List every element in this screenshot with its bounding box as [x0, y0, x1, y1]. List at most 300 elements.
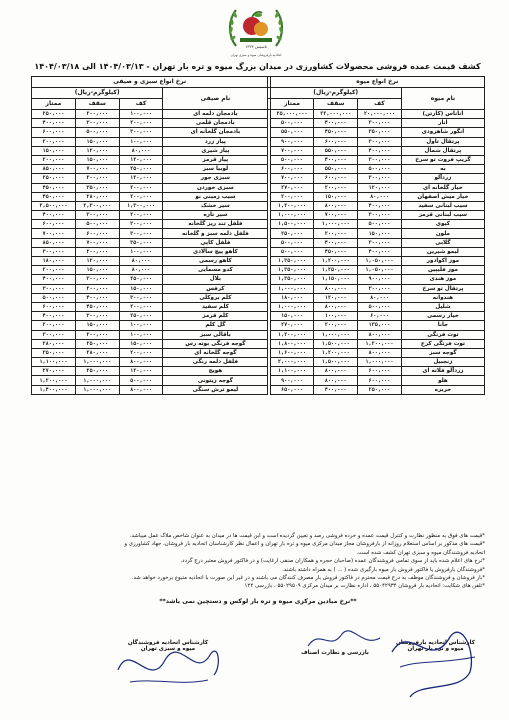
table-row [32, 367, 485, 376]
fruit-name-cell: شلیل [401, 302, 484, 311]
veg-premium-cell: ۲۸۰,۰۰۰ [32, 339, 76, 348]
fruit-min-cell: ۲۵۰,۰۰۰ [358, 385, 402, 394]
fruit-max-cell: ۸۰۰,۰۰۰ [314, 376, 358, 385]
signature-right-line2: میوه و تره بار تهران [407, 646, 464, 652]
fruit-premium-cell: ۲۵,۰۰۰,۰۰۰ [270, 110, 314, 119]
veg-min-cell: ۸۰,۰۰۰ [119, 146, 163, 155]
veg-name-cell: کرفس [163, 284, 268, 293]
veg-name-cell: کلم سفید [163, 302, 268, 311]
fruit-premium-cell: ۵۰۰,۰۰۰ [270, 238, 314, 247]
table-row [32, 146, 485, 155]
fruit-name-cell: سیب لبنانی سفید [401, 201, 484, 210]
veg-section-title: نرخ انواع سبزی و صیفی [32, 77, 268, 88]
veg-premium-cell: ۲۰۰,۰۰۰ [32, 137, 76, 146]
veg-name-cell: کاهو رسمی [163, 257, 268, 266]
fruit-min-cell: ۶۰,۰۰۰ [358, 312, 402, 321]
veg-max-cell: ۳۰۰,۰۰۰ [75, 275, 119, 284]
fruit-name-cell: زردآلو فلاته ای [401, 367, 484, 376]
veg-min-cell: ۸۰۰,۰۰۰ [119, 385, 163, 394]
fruit-section-title: نرخ انواع میوه [270, 77, 484, 88]
veg-max-cell: ۱,۰۰۰,۰۰۰ [75, 376, 119, 385]
veg-name-cell: بادمجان گلخانه ای [163, 128, 268, 137]
fruit-premium-cell: ۲۰۰,۰۰۰ [270, 192, 314, 201]
fruit-min-cell: ۵۰۰,۰۰۰ [358, 165, 402, 174]
fruit-max-cell: ۱,۰۰۰,۰۰۰ [314, 220, 358, 229]
veg-premium-cell: ۱۸۰,۰۰۰ [32, 257, 76, 266]
veg-name-cell: کلم قرمز [163, 312, 268, 321]
veg-name-cell: باقالی سبز [163, 330, 268, 339]
table-row [32, 275, 485, 284]
veg-premium-cell: ۴۰۰,۰۰۰ [32, 312, 76, 321]
table-row [32, 302, 485, 311]
fruit-col-max: سقف [314, 99, 358, 110]
fruit-name-cell: خیار گلخانه ای [401, 183, 484, 192]
fruit-min-cell: ۶۰۰,۰۰۰ [358, 376, 402, 385]
fruit-name-cell: جانا [401, 321, 484, 330]
fruit-min-cell: ۳۰۰,۰۰۰ [358, 284, 402, 293]
veg-max-cell: ۵۰۰,۰۰۰ [75, 220, 119, 229]
fruit-name-cell: توت فرنگی [401, 330, 484, 339]
fruit-max-cell: ۸۰۰,۰۰۰ [314, 201, 358, 210]
fruit-min-cell: ۵۰۰,۰۰۰ [358, 220, 402, 229]
note-line: *نرخ های اعلام شده باید از سوی تمامی فروشندگان عمده (صاحبان حجره و همکاران صنفی ارغایت) و در فاکتور فروش معتبر درج گردد. [180, 558, 485, 565]
veg-premium-cell: ۲۵۰,۰۰۰ [32, 174, 76, 183]
fruit-max-cell: ۱۲۰,۰۰۰ [314, 293, 358, 302]
fruit-premium-cell: ۲,۰۰۰,۰۰۰ [270, 358, 314, 367]
fruit-max-cell: ۵۵۰,۰۰۰ [314, 165, 358, 174]
veg-premium-cell: ۸۵۰,۰۰۰ [32, 165, 76, 174]
fruit-max-cell: ۱,۰۰۰,۰۰۰ [314, 330, 358, 339]
fruit-min-cell: ۵۰۰,۰۰۰ [358, 302, 402, 311]
fruit-premium-cell: ۱,۰۰۰,۰۰۰ [270, 284, 314, 293]
veg-name-cell: سیر خشک [163, 201, 268, 210]
signature-left-line1: کارشناس اتحادیه فروشندگان [127, 640, 209, 646]
veg-min-cell: ۱۲۰,۰۰۰ [119, 174, 163, 183]
fruit-min-cell: ۴۰۰,۰۰۰ [358, 146, 402, 155]
veg-max-cell: ۲۰۰,۰۰۰ [75, 110, 119, 119]
table-row [32, 119, 485, 128]
veg-max-cell: ۳۵۰,۰۰۰ [75, 183, 119, 192]
fruit-name-cell: پرتقال تاول [401, 137, 484, 146]
veg-min-cell: ۲۵۰,۰۰۰ [119, 312, 163, 321]
veg-premium-cell: ۶۰۰,۰۰۰ [32, 302, 76, 311]
note-line: *فروشندگان بارفروش یا فاکتور فروش بار میوه بارگیری شده ( ... ) به همراه داشته باشند. [282, 566, 485, 573]
veg-name-cell: سیر تازه [163, 211, 268, 220]
veg-min-cell: ۱۰۰,۰۰۰ [119, 247, 163, 256]
fruit-max-cell: ۶۰۰,۰۰۰ [314, 137, 358, 146]
veg-premium-cell: ۲۷۰,۰۰۰ [32, 367, 76, 376]
veg-min-cell: ۲۰۰,۰۰۰ [119, 348, 163, 357]
fruit-name-cell: زنجبیل [401, 358, 484, 367]
fruit-max-cell: ۱,۲۰۰,۰۰۰ [314, 348, 358, 357]
fruit-name-cell: گلابی [401, 238, 484, 247]
veg-col-min: کف [119, 99, 163, 110]
veg-premium-cell: ۳۰۰,۰۰۰ [32, 330, 76, 339]
fruit-col-premium: ممتاز [270, 99, 314, 110]
veg-max-cell: ۶۰۰,۰۰۰ [75, 229, 119, 238]
fruit-name-cell: گریپ فروت تو سرخ [401, 155, 484, 164]
veg-min-cell: ۵۰۰,۰۰۰ [119, 376, 163, 385]
fruit-premium-cell: ۷۰۰,۰۰۰ [270, 146, 314, 155]
price-table-body [32, 110, 485, 395]
fruit-max-cell: ۴۵۰,۰۰۰ [314, 247, 358, 256]
note-line: اتحادیه فروشندگان میوه و سبزی تهران کشف شده است. [356, 549, 485, 556]
fruit-premium-cell: ۲۵۰,۰۰۰ [270, 229, 314, 238]
veg-name-cell: بلال [163, 275, 268, 284]
veg-premium-cell: ۳۰۰,۰۰۰ [32, 247, 76, 256]
logo-year-text: تاسیس ۱۳۳۴ [245, 44, 267, 49]
veg-name-cell: سبزی جور [163, 174, 268, 183]
veg-max-cell: ۲۵۰,۰۰۰ [75, 367, 119, 376]
veg-min-cell: ۳۰۰,۰۰۰ [119, 220, 163, 229]
note-line: *تلفن های شکایت: اتحادیه بار فروشان ۵۵۰۴۲۹۳۴ ، اداره نظارت بر میدان مرکزی ۵۵۰۲۹۵۰۹ ، بازرسی ۱۲۴ [244, 583, 485, 590]
veg-min-cell: ۱۵۰,۰۰۰ [119, 284, 163, 293]
table-row [32, 137, 485, 146]
fruit-min-cell: ۱,۰۵۰,۰۰۰ [358, 266, 402, 275]
veg-min-cell: ۱۲۰,۰۰۰ [119, 367, 163, 376]
fruit-min-cell: ۱۵۰,۰۰۰ [358, 229, 402, 238]
veg-max-cell: ۴۵۰,۰۰۰ [75, 302, 119, 311]
fruit-max-cell: ۱۰۰,۰۰۰ [314, 312, 358, 321]
veg-premium-cell: ۵۰۰,۰۰۰ [32, 293, 76, 302]
fruit-name-cell: موز هندی [401, 275, 484, 284]
fruit-premium-cell: ۶۵۰,۰۰۰ [270, 385, 314, 394]
fruit-col-min: کف [358, 99, 402, 110]
logo-emblem-icon [222, 2, 290, 60]
note-line: *بار فروشان و فروشندگان موظف به درج قیمت محترم در فاکتور فروش بار مصرف کنندگان می باشند و در غیر این صورت با اتحادیه متبوع برخورد خواهد شد. [131, 575, 485, 582]
veg-premium-cell: ۳۵۰,۰۰۰ [32, 348, 76, 357]
veg-name-cell: پیاز قرمز [163, 155, 268, 164]
page-title: کشف قیمت عمده فروشی محصولات کشاورزی در میدان بزرگ میوه و تره بار تهران - ۱۴۰۴/۰۳/۱۳ الی ۱۴۰۴/۰۳/۱۸ [34, 62, 481, 71]
fruit-name-cell: کیوی [401, 220, 484, 229]
fruit-max-cell: ۲۰۰,۰۰۰ [314, 183, 358, 192]
fruit-name-cell: خربزه [401, 385, 484, 394]
handwritten-signature-right [380, 612, 490, 712]
veg-max-cell: ۵۰۰,۰۰۰ [75, 128, 119, 137]
fruit-min-cell: ۸۰,۰۰۰ [358, 192, 402, 201]
fruit-max-cell: ۴۰۰,۰۰۰ [314, 238, 358, 247]
fruit-premium-cell: ۱,۲۰۰,۰۰۰ [270, 201, 314, 210]
veg-name-cell: لیمو ترش سنگی [163, 385, 268, 394]
veg-premium-cell: ۶۰۰,۰۰۰ [32, 128, 76, 137]
table-row [32, 257, 485, 266]
organization-logo [222, 2, 290, 60]
veg-max-cell: ۳۰۰,۰۰۰ [75, 211, 119, 220]
veg-max-cell: ۲۰۰,۰۰۰ [75, 284, 119, 293]
fruit-name-cell: لیمو شیرین [401, 247, 484, 256]
veg-premium-cell: ۲۰۰,۰۰۰ [32, 321, 76, 330]
veg-min-cell: ۱۰۰,۰۰۰ [119, 137, 163, 146]
fruit-min-cell: ۱,۰۰۰,۰۰۰ [358, 358, 402, 367]
fruit-min-cell: ۸۰۰,۰۰۰ [358, 330, 402, 339]
fruit-premium-cell: ۵۵۰,۰۰۰ [270, 128, 314, 137]
notes-section [31, 532, 485, 591]
veg-min-cell: ۱۰۰,۰۰۰ [119, 110, 163, 119]
fruit-premium-cell: ۱,۸۰۰,۰۰۰ [270, 339, 314, 348]
veg-name-cell: هویج [163, 367, 268, 376]
table-row [32, 165, 485, 174]
fruit-premium-cell: ۷۰۰,۰۰۰ [270, 174, 314, 183]
fruit-max-cell: ۴۰۰,۰۰۰ [314, 119, 358, 128]
veg-max-cell: ۳۰۰,۰۰۰ [75, 312, 119, 321]
veg-max-cell: ۲۸۰,۰۰۰ [75, 192, 119, 201]
veg-name-cell: فلفل کاپی [163, 238, 268, 247]
fruit-name-cell: انگور شاهرودی [401, 128, 484, 137]
fruit-max-cell: ۴۰۰,۰۰۰ [314, 385, 358, 394]
fruit-premium-cell: ۱,۶۰۰,۰۰۰ [270, 348, 314, 357]
table-row [32, 247, 485, 256]
fruit-max-cell: ۸۰۰,۰۰۰ [314, 284, 358, 293]
table-row [32, 128, 485, 137]
veg-min-cell: ۲۰۰,۰۰۰ [119, 302, 163, 311]
handwritten-signature-middle [300, 618, 390, 658]
fruit-max-cell: ۲۰۰,۰۰۰ [314, 321, 358, 330]
veg-name-cell: پیاز زرد [163, 137, 268, 146]
veg-min-cell: ۱,۳۰۰,۰۰۰ [119, 201, 163, 210]
fruit-name-cell: خیار میش اصفهان [401, 192, 484, 201]
veg-min-cell: ۸۰,۰۰۰ [119, 257, 163, 266]
veg-min-cell: ۲۰۰,۰۰۰ [119, 119, 163, 128]
fruit-min-cell: ۳۰۰,۰۰۰ [358, 238, 402, 247]
veg-min-cell: ۳۰۰,۰۰۰ [119, 293, 163, 302]
veg-premium-cell: ۴۰۰,۰۰۰ [32, 119, 76, 128]
fruit-max-cell: ۱,۲۰۰,۰۰۰ [314, 257, 358, 266]
fruit-max-cell: ۸۰۰,۰۰۰ [314, 302, 358, 311]
fruit-max-cell: ۸۰۰,۰۰۰ [314, 367, 358, 376]
veg-max-cell: ۳۰۰,۰۰۰ [75, 119, 119, 128]
fruit-min-cell: ۳۰۰,۰۰۰ [358, 211, 402, 220]
veg-min-cell: ۲۰۰,۰۰۰ [119, 192, 163, 201]
veg-max-cell: ۷۰۰,۰۰۰ [75, 165, 119, 174]
fruit-premium-cell: ۱,۱۰۰,۰۰۰ [270, 367, 314, 376]
fruit-name-header: نام میوه [401, 88, 484, 110]
fruit-name-cell: موز فلیپین [401, 266, 484, 275]
veg-max-cell: ۱,۰۰۰,۰۰۰ [75, 358, 119, 367]
veg-max-cell: ۲,۳۰۰,۰۰۰ [75, 201, 119, 210]
fruit-name-cell: هندوانه [401, 293, 484, 302]
signature-left-line2: میوه و سبزی تهران [140, 646, 196, 652]
fruit-min-cell: ۸۰,۰۰۰ [358, 293, 402, 302]
veg-premium-cell: ۷۰۰,۰۰۰ [32, 229, 76, 238]
veg-name-cell: گوجه گلخانه ای [163, 348, 268, 357]
veg-min-cell: ۲۰۰,۰۰۰ [119, 183, 163, 192]
veg-min-cell: ۲۵۰,۰۰۰ [119, 165, 163, 174]
veg-name-cell: فلفل دلمه سبز و گلخانه [163, 229, 268, 238]
veg-premium-cell: ۲۰۰,۰۰۰ [32, 155, 76, 164]
veg-max-cell: ۲۵۰,۰۰۰ [75, 339, 119, 348]
fruit-premium-cell: ۱,۲۰۰,۰۰۰ [270, 330, 314, 339]
fruit-max-cell: ۱,۲۵۰,۰۰۰ [314, 266, 358, 275]
veg-col-max: سقف [75, 99, 119, 110]
handwritten-signature-left [110, 620, 230, 700]
fruit-min-cell: ۳۵۰,۰۰۰ [358, 128, 402, 137]
fruit-min-cell: ۱۲۰,۰۰۰ [358, 183, 402, 192]
fruit-min-cell: ۳۰۰,۰۰۰ [358, 137, 402, 146]
veg-min-cell: ۸۰۰,۰۰۰ [119, 358, 163, 367]
veg-name-cell: پیاز شیری [163, 146, 268, 155]
fruit-premium-cell: ۵۰۰,۰۰۰ [270, 247, 314, 256]
table-row [32, 321, 485, 330]
table-row [32, 376, 485, 385]
fruit-premium-cell: ۱۵۰,۰۰۰ [270, 312, 314, 321]
table-row [32, 266, 485, 275]
fruit-premium-cell: ۱,۳۵۰,۰۰۰ [270, 266, 314, 275]
table-row [32, 284, 485, 293]
fruit-max-cell: ۴۵۰,۰۰۰ [314, 128, 358, 137]
fruit-premium-cell: ۶۰۰,۰۰۰ [270, 165, 314, 174]
table-row [32, 312, 485, 321]
veg-max-cell: ۱۲۰,۰۰۰ [75, 146, 119, 155]
footer-disclaimer: **نرخ میادین مرکزی میوه و تره بار لوکس و دستچین نمی باشد** [159, 598, 357, 605]
veg-unit-label: (کیلوگرم-ریال) [32, 88, 163, 99]
veg-max-cell: ۱۵۰,۰۰۰ [75, 266, 119, 275]
veg-premium-cell: ۱,۴۰۰,۰۰۰ [32, 385, 76, 394]
fruit-premium-cell: ۹۰۰,۰۰۰ [270, 137, 314, 146]
note-line: *قیمت های فوق به منظور نظارت و کنترل قیمت عمده و خرده فروشی رصد و تعیین گردیده است و این قیمت ها در میدان به عنوان شاخص ملاک عمل میباشد. [129, 533, 485, 539]
fruit-max-cell: ۱,۱۵۰,۰۰۰ [314, 275, 358, 284]
veg-name-cell: گل کلم [163, 321, 268, 330]
fruit-unit-label: (کیلوگرم-ریال) [270, 88, 401, 99]
table-row [32, 192, 485, 201]
veg-premium-cell: ۴۵۰,۰۰۰ [32, 192, 76, 201]
fruit-premium-cell: ۱,۰۰۰,۰۰۰ [270, 211, 314, 220]
veg-max-cell: ۱۲۰,۰۰۰ [75, 257, 119, 266]
table-row [32, 155, 485, 164]
fruit-name-cell: سیب لبنانی قرمز [401, 211, 484, 220]
table-row [32, 183, 485, 192]
fruit-min-cell: ۴۰۰,۰۰۰ [358, 201, 402, 210]
fruit-name-cell: زردآلو [401, 174, 484, 183]
table-row [32, 220, 485, 229]
logo-org-text: اتحادیه بارفروشان میوه و سبزی تهران [230, 53, 282, 57]
fruit-premium-cell: ۱,۰۰۰,۰۰۰ [270, 302, 314, 311]
fruit-name-cell: توت فرنگی کرج [401, 339, 484, 348]
table-row [32, 358, 485, 367]
veg-name-cell: گوجه فرنگی بوته رس [163, 339, 268, 348]
veg-name-cell: سیب زمینی نو [163, 192, 268, 201]
veg-premium-cell: ۸۵۰,۰۰۰ [32, 238, 76, 247]
veg-premium-cell: ۳۰۰,۰۰۰ [32, 284, 76, 293]
price-table [31, 76, 485, 395]
fruit-min-cell: ۳۰۰,۰۰۰ [358, 155, 402, 164]
veg-name-cell: کلم بروکلی [163, 293, 268, 302]
fruit-premium-cell: ۱,۳۵۰,۰۰۰ [270, 257, 314, 266]
fruit-premium-cell: ۲۷۰,۰۰۰ [270, 183, 314, 192]
fruit-max-cell: ۱,۵۰۰,۰۰۰ [314, 358, 358, 367]
fruit-min-cell: ۱۳۵,۰۰۰ [358, 321, 402, 330]
fruit-premium-cell: ۱۸۰,۰۰۰ [270, 293, 314, 302]
fruit-name-cell: ملون [401, 229, 484, 238]
fruit-max-cell: ۲۰۰,۰۰۰ [314, 229, 358, 238]
veg-premium-cell: ۱,۱۰۰,۰۰۰ [32, 358, 76, 367]
veg-max-cell: ۲۸۰,۰۰۰ [75, 348, 119, 357]
veg-name-cell: فلفل تند ریز گلخانه [163, 220, 268, 229]
veg-premium-cell: ۲۰۰,۰۰۰ [32, 266, 76, 275]
veg-min-cell: ۳۰۰,۰۰۰ [119, 128, 163, 137]
veg-name-cell: فلفل دلمه رنگی [163, 358, 268, 367]
fruit-max-cell: ۵۵۰,۰۰۰ [314, 146, 358, 155]
fruit-min-cell: ۳۰۰,۰۰۰ [358, 174, 402, 183]
veg-premium-cell: ۴۰۰,۰۰۰ [32, 211, 76, 220]
veg-max-cell: ۲۰۰,۰۰۰ [75, 174, 119, 183]
veg-max-cell: ۴۰۰,۰۰۰ [75, 293, 119, 302]
fruit-min-cell: ۱,۰۵۰,۰۰۰ [358, 257, 402, 266]
veg-name-cell: کاهو پیچ سالادی [163, 247, 268, 256]
table-section-header-row [32, 77, 485, 88]
fruit-max-cell: ۲۲,۰۰۰,۰۰۰ [314, 110, 358, 119]
fruit-name-cell: پرتقال تو سرخ [401, 284, 484, 293]
table-row [32, 201, 485, 210]
veg-premium-cell: ۶۰۰,۰۰۰ [32, 220, 76, 229]
veg-premium-cell: ۲۵۰,۰۰۰ [32, 110, 76, 119]
veg-col-premium: ممتاز [32, 99, 76, 110]
fruit-name-cell: انار [401, 119, 484, 128]
fruit-max-cell: ۴۰۰,۰۰۰ [314, 155, 358, 164]
veg-premium-cell: ۱۵۰,۰۰۰ [32, 146, 76, 155]
table-row [32, 174, 485, 183]
fruit-premium-cell: ۵۰۰,۰۰۰ [270, 155, 314, 164]
fruit-min-cell: ۲۰,۰۰۰,۰۰۰ [358, 110, 402, 119]
veg-name-cell: سبزی خوردن [163, 183, 268, 192]
veg-name-cell: کدو مسمایی [163, 266, 268, 275]
veg-min-cell: ۱۲۰,۰۰۰ [119, 155, 163, 164]
fruit-name-cell: هلو [401, 376, 484, 385]
table-unit-row [32, 88, 485, 99]
veg-max-cell: ۲۰۰,۰۰۰ [75, 330, 119, 339]
veg-name-cell: بادمجان قلمی [163, 119, 268, 128]
table-row [32, 229, 485, 238]
veg-name-cell: بادمجان دلمه ای [163, 110, 268, 119]
table-row [32, 385, 485, 394]
fruit-premium-cell: ۹۰۰,۰۰۰ [270, 376, 314, 385]
veg-premium-cell: ۴۰۰,۰۰۰ [32, 275, 76, 284]
veg-min-cell: ۲۵۰,۰۰۰ [119, 275, 163, 284]
fruit-name-cell: گوجه سبز [401, 348, 484, 357]
veg-name-header: نام صیفی [163, 88, 268, 110]
veg-premium-cell: ۱,۲۰۰,۰۰۰ [32, 376, 76, 385]
fruit-name-cell: به [401, 165, 484, 174]
fruit-min-cell: ۶۰۰,۰۰۰ [358, 367, 402, 376]
table-row [32, 330, 485, 339]
fruit-name-cell: موز اکوادور [401, 257, 484, 266]
note-line: *قیمت های مذکور بر اساس استعلام روزانه از بارفروشان مجاز میدان مرکزی میوه و تره بار تهران و اعمال نظر کارشناسان اتحادیه بار فروشان، جهاد کشاورزی و [124, 541, 485, 548]
signature-middle-label: بازرسی و نظارت اصناف [301, 650, 369, 656]
veg-max-cell: ۷۰۰,۰۰۰ [75, 238, 119, 247]
table-row [32, 339, 485, 348]
veg-max-cell: ۲۰۰,۰۰۰ [75, 247, 119, 256]
fruit-premium-cell: ۱,۵۰۰,۰۰۰ [270, 220, 314, 229]
veg-min-cell: ۱۰۰,۰۰۰ [119, 321, 163, 330]
veg-min-cell: ۳۵۰,۰۰۰ [119, 238, 163, 247]
veg-max-cell: ۱۵۰,۰۰۰ [75, 155, 119, 164]
veg-min-cell: ۲۰۰,۰۰۰ [119, 211, 163, 220]
fruit-name-cell: اناناس (کارتن) [401, 110, 484, 119]
fruit-min-cell: ۱,۲۰۰,۰۰۰ [358, 339, 402, 348]
table-row [32, 238, 485, 247]
table-row [32, 293, 485, 302]
fruit-min-cell: ۹۰۰,۰۰۰ [358, 275, 402, 284]
veg-max-cell: ۱۵۰,۰۰۰ [75, 137, 119, 146]
fruit-max-cell: ۱۵۰,۰۰۰ [314, 192, 358, 201]
table-row [32, 110, 485, 119]
veg-min-cell: ۱۵۰,۰۰۰ [119, 339, 163, 348]
veg-max-cell: ۱۵۰,۰۰۰ [75, 321, 119, 330]
signature-right-line1: کارشناس اتحادیه بارفروشان [395, 640, 475, 646]
table-row [32, 348, 485, 357]
fruit-min-cell: ۸۰۰,۰۰۰ [358, 348, 402, 357]
veg-min-cell: ۳۰۰,۰۰۰ [119, 229, 163, 238]
veg-premium-cell: ۴۵۰,۰۰۰ [32, 183, 76, 192]
